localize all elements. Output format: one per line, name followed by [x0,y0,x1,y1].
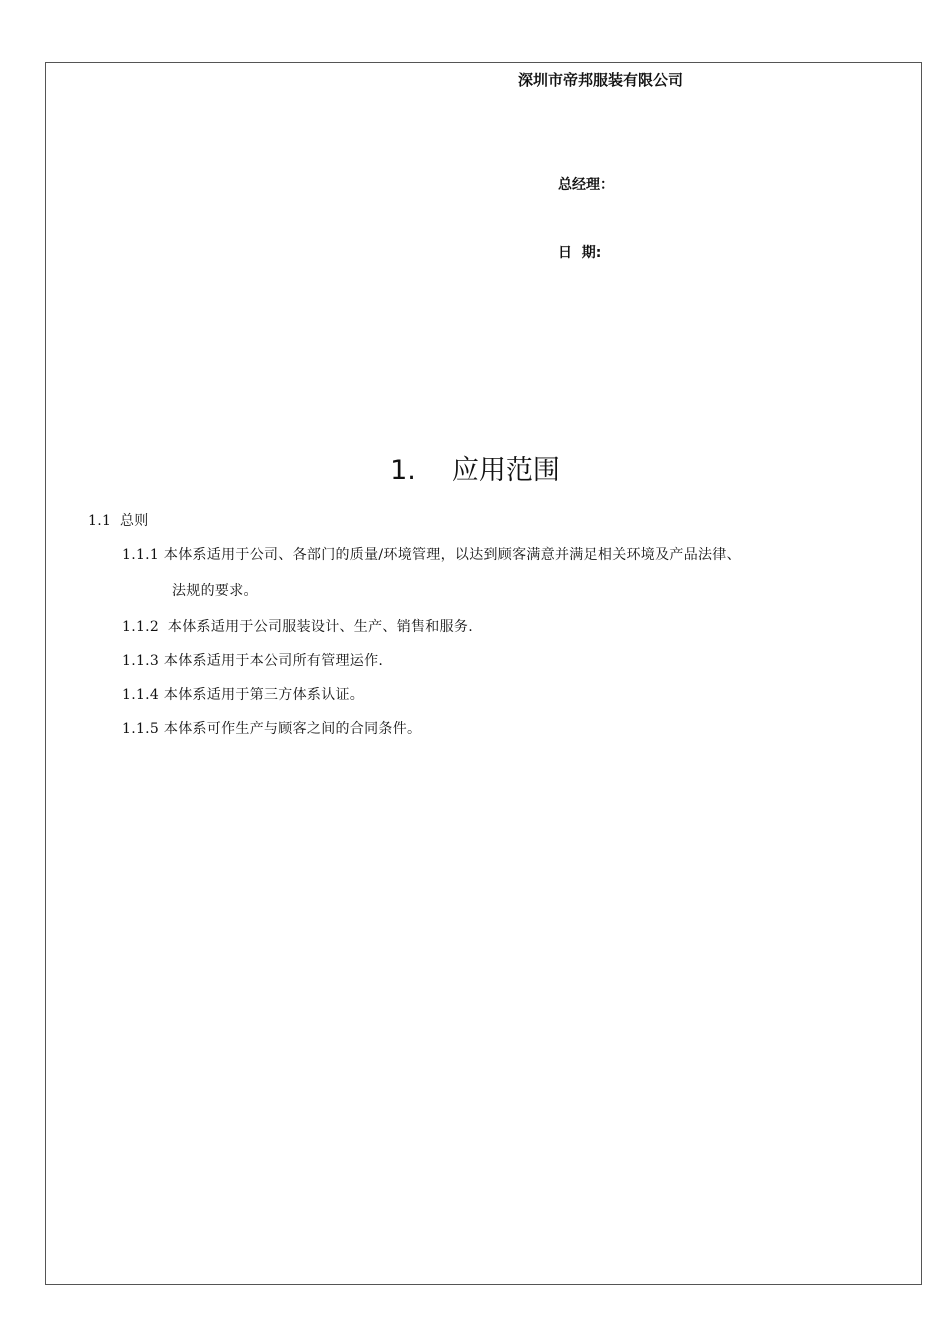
subsection-number: 1.1 [88,513,112,529]
clause-text: 本体系适用于公司、各部门的质量/环境管理，以达到顾客满意并满足相关环境及产品法律、 [163,547,741,563]
clause-number: 1.1.1 [122,547,160,563]
date-label: 日 期: [558,245,602,261]
section-number: 1. [390,455,416,486]
company-name: 深圳市帝邦服装有限公司 [518,71,684,89]
clause-item [122,544,741,564]
subsection-title: 总则 [119,513,149,529]
clause-number: 1.1.3 [122,653,160,669]
clause-text: 本体系适用于第三方体系认证。 [163,687,365,703]
clause-text: 本体系适用于本公司所有管理运作. [163,653,384,669]
clause-item [122,650,383,670]
section-title: 应用范围 [451,455,560,486]
general-manager-label: 总经理： [558,177,614,193]
page-frame [45,62,922,1285]
clause-text: 本体系适用于公司服装设计、生产、销售和服务. [167,619,473,635]
clause-item [122,684,364,704]
clause-number: 1.1.2 [122,619,160,635]
clause-item [122,718,421,738]
clause-continuation: 法规的要求。 [172,583,258,599]
section-heading [0,448,950,487]
clause-number: 1.1.4 [122,687,160,703]
subsection-heading [88,510,149,530]
clause-text: 本体系可作生产与顾客之间的合同条件。 [163,721,422,737]
clause-number: 1.1.5 [122,721,160,737]
clause-item [122,616,473,636]
